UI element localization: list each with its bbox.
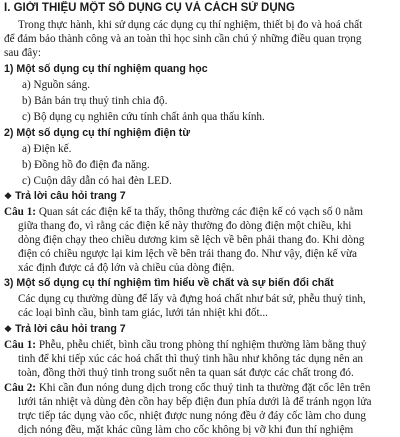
diamond-bullet-icon: ❖ bbox=[4, 324, 13, 334]
answer-1-line-1: Câu 1: Quan sát các điện kế ta thấy, thông thường các điện kế có vạch số 0 nằm bbox=[4, 206, 363, 218]
answer-2-q1-line-1: Câu 1: Phễu, phễu chiết, bình cầu trong phòng thí nghiệm thường làm bằng thuỷ bbox=[4, 339, 367, 351]
optics-item-a: a) Nguồn sáng. bbox=[22, 79, 91, 91]
answers-heading-2: ❖ Trả lời câu hỏi trang 7 bbox=[4, 323, 126, 335]
optics-item-c: c) Bộ dụng cụ nghiên cứu tính chất ảnh qua thấu kính. bbox=[22, 111, 265, 123]
optics-item-b: b) Bản bán trụ thuỷ tinh chia độ. bbox=[22, 95, 168, 107]
answer-1-line-2: giữa thang đo, vì rằng các điện kế này thường đo dòng điện một chiều, khi bbox=[18, 220, 352, 232]
intro-line-1: Trong thực hành, khi sử dụng các dụng cụ thí nghiệm, thiết bị đo và hoá chất bbox=[18, 19, 363, 31]
chemistry-line-1: Các dụng cụ thường dùng để lấy và đựng hoá chất như bát sứ, phễu thuỷ tinh, bbox=[18, 293, 366, 305]
answer-1-line-5: xác định được cả độ lớn và chiều của dòng điện. bbox=[18, 262, 235, 274]
chemistry-line-2: các loại bình cầu, bình tam giác, lưới tản nhiệt khi đốt... bbox=[18, 307, 268, 319]
answer-2-q2-line-1: Câu 2: Khi cần đun nóng dung dịch trong cốc thuỷ tinh ta thường đặt cốc lên trên bbox=[4, 382, 371, 394]
answer-2-q1-line-2: tinh để khi tiếp xúc các hoá chất thì thuỷ tinh hầu như không tác dụng nên an bbox=[18, 353, 364, 365]
heading-electromagnetism: 2) Một số dụng cụ thí nghiệm điện từ bbox=[4, 127, 190, 139]
em-item-c: c) Cuộn dây dẫn có hai đèn LED. bbox=[22, 175, 172, 187]
answer-1-line-3: dòng điện chạy theo chiều dương kim sẽ lệch về bên phải thang đo. Khi dòng bbox=[18, 234, 365, 246]
answers-heading-1: ❖ Trả lời câu hỏi trang 7 bbox=[4, 190, 126, 202]
answer-2-q2-line-4: dịch nóng đều, mặt khác cũng làm cho cốc không bị vỡ khi đun thí nghiệm bbox=[18, 424, 354, 436]
em-item-b: b) Đồng hồ đo điện đa năng. bbox=[22, 159, 150, 171]
answer-2-q2-line-3: trực tiếp tác dụng vào cốc, nhiệt được nung nóng đều ở đáy cốc làm cho dung bbox=[18, 410, 366, 422]
diamond-bullet-icon: ❖ bbox=[4, 191, 13, 201]
answer-2-q1-line-3: toàn, đồng thời thuỷ tinh trong suốt nên ta quan sát được các chất trong đó. bbox=[18, 367, 354, 379]
heading-chemistry-tools: 3) Một số dụng cụ thí nghiệm tìm hiểu về chất và sự biến đổi chất bbox=[4, 277, 334, 289]
heading-optics: 1) Một số dụng cụ thí nghiệm quang học bbox=[4, 63, 208, 75]
intro-line-3: sau đây: bbox=[4, 47, 41, 59]
answer-1-line-4: điện có chiều ngược lại kim lệch về bên trái thang đo. Như vậy, điện kế vừa bbox=[18, 248, 358, 260]
answer-2-q2-line-2: lưới tản nhiệt và dùng đèn cồn hay bếp điện đun phía dưới là để tránh ngọn lửa bbox=[18, 396, 372, 408]
em-item-a: a) Điện kế. bbox=[22, 143, 72, 155]
section-title: I. GIỚI THIỆU MỘT SỐ DỤNG CỤ VÀ CÁCH SỬ DỤNG bbox=[4, 2, 295, 14]
intro-line-2: để đảm bảo thành công và an toàn thì học sinh cần chú ý những điều quan trọng bbox=[4, 33, 362, 45]
